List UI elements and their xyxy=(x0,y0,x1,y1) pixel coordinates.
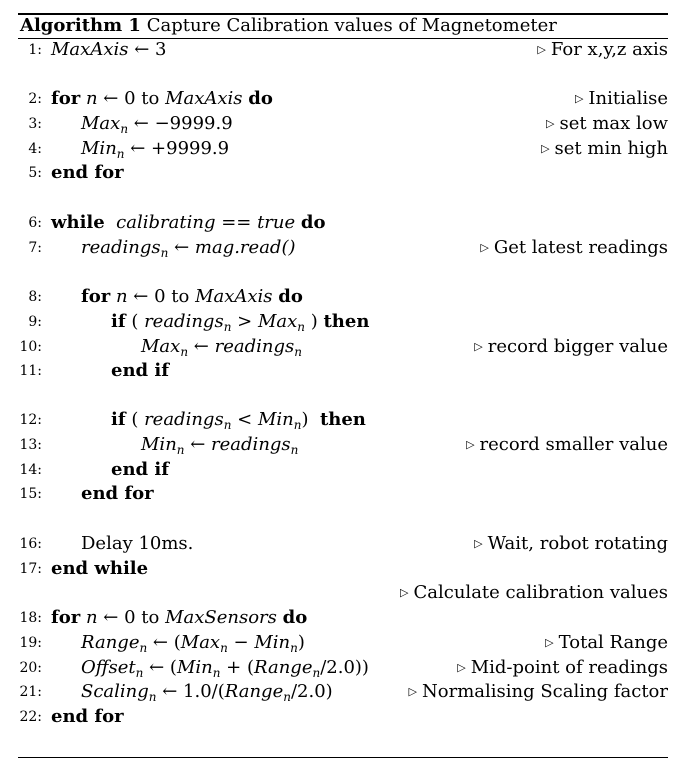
line-code xyxy=(81,285,303,309)
line-comment xyxy=(537,38,668,62)
line-code xyxy=(51,705,124,729)
line-number: 16: xyxy=(19,536,42,552)
keyword: do xyxy=(300,212,326,233)
code-token: n xyxy=(85,88,98,109)
code-token: readings xyxy=(144,409,224,430)
code-token: mag.read() xyxy=(194,237,296,258)
line-code xyxy=(111,310,369,334)
caption-label: Algorithm 1 xyxy=(20,15,141,36)
code-token: n xyxy=(85,607,98,628)
code-token: + ( xyxy=(220,657,255,678)
line-comment xyxy=(474,335,668,359)
subscript: n xyxy=(290,443,299,457)
line-number: 22: xyxy=(19,709,42,725)
algorithm-caption xyxy=(20,15,557,37)
line-code xyxy=(51,557,148,581)
code-token: ← −9999.9 xyxy=(128,113,233,134)
code-token: < xyxy=(231,409,258,430)
keyword: then xyxy=(319,409,366,430)
code-token: ← 0 to xyxy=(127,286,196,307)
code-token: ) xyxy=(305,311,324,332)
code-token: Max xyxy=(141,336,181,357)
subscript: n xyxy=(180,345,189,359)
keyword: then xyxy=(323,311,370,332)
keyword: end if xyxy=(111,360,169,381)
code-token: == xyxy=(215,212,258,233)
code-token: ← ( xyxy=(147,632,181,653)
line-code xyxy=(51,87,273,111)
keyword: do xyxy=(278,286,303,307)
line-comment xyxy=(474,532,668,556)
line-code xyxy=(81,236,296,260)
comment-text: Get latest readings xyxy=(493,237,668,258)
comment-text: For x,y,z axis xyxy=(550,39,668,60)
line-number: 1: xyxy=(28,42,42,58)
code-token: Min xyxy=(254,632,291,653)
comment-triangle-icon: ▷ xyxy=(537,43,546,56)
algorithm-line xyxy=(18,359,668,383)
algorithm-line xyxy=(18,137,668,161)
line-comment xyxy=(546,112,668,136)
line-code xyxy=(51,38,166,62)
keyword: for xyxy=(81,286,111,307)
line-code xyxy=(51,211,326,235)
caption-title: Capture Calibration values of Magnetometer xyxy=(146,15,557,36)
keyword: end while xyxy=(51,558,149,579)
line-code xyxy=(81,532,193,556)
line-number: 21: xyxy=(19,684,42,700)
line-code xyxy=(81,112,233,136)
comment-triangle-icon: ▷ xyxy=(574,92,584,105)
code-token: Delay 10ms. xyxy=(81,533,194,554)
comment-triangle-icon: ▷ xyxy=(541,142,550,155)
line-comment xyxy=(457,656,668,680)
comment-triangle-icon: ▷ xyxy=(546,117,555,130)
code-token: MaxAxis xyxy=(165,88,243,109)
keyword: end if xyxy=(111,459,169,480)
algorithm-line xyxy=(18,310,668,334)
code-token: ← ( xyxy=(143,657,177,678)
comment-text: Normalising Scaling factor xyxy=(422,681,668,702)
code-token: ) xyxy=(297,632,305,653)
algorithm-line xyxy=(18,408,668,432)
line-number: 3: xyxy=(28,116,42,132)
keyword: end for xyxy=(81,483,154,504)
comment-text: Calculate calibration values xyxy=(413,582,668,603)
keyword: if xyxy=(111,409,126,430)
code-token: Scaling xyxy=(81,681,149,702)
comment-triangle-icon: ▷ xyxy=(474,537,483,550)
comment-text: Mid-point of readings xyxy=(470,657,668,678)
line-comment xyxy=(545,631,668,655)
line-number: 7: xyxy=(28,240,42,256)
subscript: n xyxy=(139,641,148,655)
line-code xyxy=(111,458,169,482)
subscript: n xyxy=(220,641,228,655)
algorithm-line xyxy=(18,680,668,704)
line-code xyxy=(81,482,154,506)
code-token: ← +9999.9 xyxy=(124,138,230,159)
code-token: Range xyxy=(224,681,284,702)
algorithm-line xyxy=(18,557,668,581)
comment-triangle-icon: ▷ xyxy=(545,636,554,649)
subscript: n xyxy=(312,666,321,680)
line-code xyxy=(81,656,369,680)
line-number: 17: xyxy=(19,561,42,577)
line-number: 2: xyxy=(28,91,42,107)
line-code xyxy=(141,335,302,359)
algorithm-line xyxy=(18,606,668,630)
subscript: n xyxy=(294,345,302,359)
code-token: ← xyxy=(168,237,195,258)
code-token: > xyxy=(231,311,258,332)
bottom-rule xyxy=(18,757,668,758)
line-number: 9: xyxy=(28,314,42,330)
line-code xyxy=(141,433,298,457)
line-number: 18: xyxy=(19,610,42,626)
comment-text: Initialise xyxy=(588,88,668,109)
keyword: do xyxy=(282,607,308,628)
algorithm-block xyxy=(18,0,668,771)
algorithm-line xyxy=(18,433,668,457)
subscript: n xyxy=(290,641,298,655)
code-token: ← xyxy=(188,336,215,357)
code-token: ← xyxy=(184,434,212,455)
keyword: for xyxy=(51,88,81,109)
comment-triangle-icon: ▷ xyxy=(480,241,489,254)
code-token: readings xyxy=(81,237,161,258)
line-code xyxy=(51,161,124,185)
comment-triangle-icon: ▷ xyxy=(400,586,409,599)
subscript: n xyxy=(297,320,306,334)
line-number: 14: xyxy=(19,462,42,478)
line-code xyxy=(111,359,169,383)
line-comment xyxy=(466,433,668,457)
code-token: Min xyxy=(81,138,117,159)
line-number: 15: xyxy=(19,486,42,502)
comment-triangle-icon: ▷ xyxy=(457,661,466,674)
subscript: n xyxy=(223,320,232,334)
code-token: Min xyxy=(141,434,177,455)
code-token: readings xyxy=(144,311,224,332)
algorithm-line xyxy=(18,112,668,136)
line-code xyxy=(111,408,366,432)
comment-text: record bigger value xyxy=(487,336,668,357)
line-number: 19: xyxy=(19,635,42,651)
subscript: n xyxy=(293,418,302,432)
code-token: Max xyxy=(257,311,298,332)
line-code xyxy=(81,631,305,655)
keyword: for xyxy=(51,607,81,628)
algorithm-line xyxy=(18,38,668,62)
subscript: n xyxy=(283,690,291,704)
subscript: n xyxy=(212,666,221,680)
line-number: 11: xyxy=(19,363,42,379)
comment-text: Total Range xyxy=(558,632,668,653)
code-token: MaxSensors xyxy=(165,607,277,628)
code-token: Max xyxy=(81,113,121,134)
keyword: do xyxy=(248,88,273,109)
line-comment xyxy=(575,87,668,111)
comment-triangle-icon: ▷ xyxy=(408,685,418,698)
code-token: calibrating xyxy=(116,212,216,233)
keyword: end for xyxy=(51,706,124,727)
algorithm-line xyxy=(18,581,668,605)
code-token: MaxAxis xyxy=(195,286,273,307)
code-token: true xyxy=(257,212,296,233)
subscript: n xyxy=(116,147,125,161)
code-token: /2.0) xyxy=(290,681,333,702)
code-token: ( xyxy=(125,409,145,430)
comment-text: set max low xyxy=(559,113,668,134)
keyword: end for xyxy=(51,162,124,183)
line-number: 8: xyxy=(28,289,42,305)
code-token: Offset xyxy=(81,657,136,678)
code-token: Min xyxy=(176,657,213,678)
code-token xyxy=(105,212,116,233)
algorithm-line xyxy=(18,335,668,359)
line-number: 6: xyxy=(28,215,42,231)
line-comment xyxy=(541,137,668,161)
comment-text: Wait, robot rotating xyxy=(487,533,668,554)
line-comment xyxy=(409,680,668,704)
subscript: n xyxy=(176,443,185,457)
line-comment xyxy=(400,581,668,605)
code-token: Range xyxy=(254,657,313,678)
line-number: 4: xyxy=(28,141,42,157)
code-token: readings xyxy=(211,434,291,455)
code-token: readings xyxy=(214,336,295,357)
code-token: ← 3 xyxy=(128,39,167,60)
algorithm-line xyxy=(18,705,668,729)
keyword: if xyxy=(111,311,126,332)
comment-text: set min high xyxy=(554,138,668,159)
line-number: 13: xyxy=(19,437,42,453)
code-token: Range xyxy=(81,632,140,653)
comment-text: record smaller value xyxy=(479,434,668,455)
algorithm-line xyxy=(18,656,668,680)
subscript: n xyxy=(223,418,232,432)
code-token: ← 1.0/( xyxy=(156,681,225,702)
algorithm-line xyxy=(18,532,668,556)
subscript: n xyxy=(148,690,157,704)
code-token: /2.0)) xyxy=(320,657,369,678)
algorithm-line xyxy=(18,285,668,309)
code-token: Min xyxy=(257,409,294,430)
algorithm-line xyxy=(18,236,668,260)
algorithm-line xyxy=(18,211,668,235)
line-code xyxy=(81,137,229,161)
algorithm-line xyxy=(18,482,668,506)
line-code xyxy=(81,680,333,704)
subscript: n xyxy=(160,246,169,260)
code-token: Max xyxy=(180,632,221,653)
comment-triangle-icon: ▷ xyxy=(466,438,475,451)
algorithm-line xyxy=(18,161,668,185)
keyword: while xyxy=(51,212,105,233)
line-number: 12: xyxy=(19,412,42,428)
line-number: 10: xyxy=(19,339,42,355)
code-token: n xyxy=(115,286,128,307)
code-token: MaxAxis xyxy=(51,39,129,60)
code-token: ← 0 to xyxy=(97,88,166,109)
line-comment xyxy=(480,236,668,260)
code-token: − xyxy=(227,632,255,653)
subscript: n xyxy=(135,666,144,680)
subscript: n xyxy=(120,122,129,136)
code-token: ( xyxy=(125,311,145,332)
comment-triangle-icon: ▷ xyxy=(474,340,483,353)
algorithm-line xyxy=(18,631,668,655)
code-token: ) xyxy=(301,409,320,430)
algorithm-line xyxy=(18,87,668,111)
line-number: 20: xyxy=(19,660,42,676)
algorithm-line xyxy=(18,458,668,482)
line-number: 5: xyxy=(28,165,42,181)
line-code xyxy=(51,606,307,630)
code-token: ← 0 to xyxy=(97,607,166,628)
